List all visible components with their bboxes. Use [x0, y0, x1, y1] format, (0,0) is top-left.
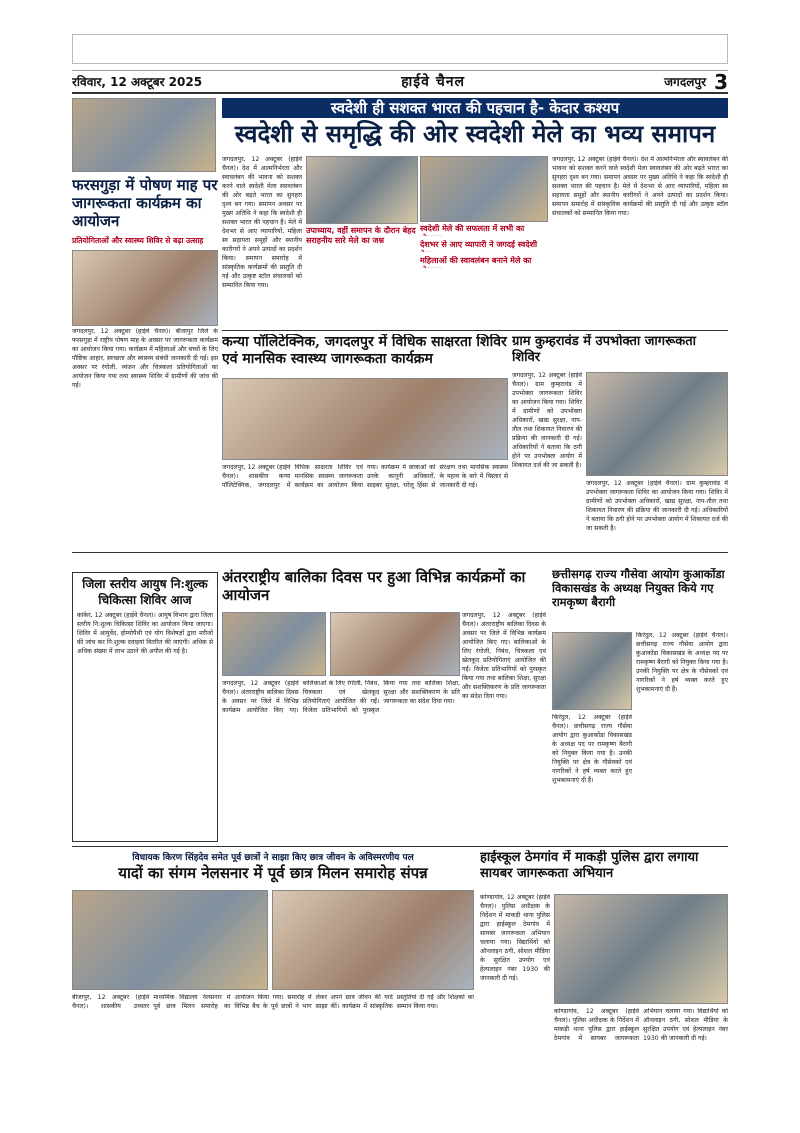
left-box-headline: जिला स्तरीय आयुष नि:शुल्क चिकित्सा शिविर आज [82, 577, 208, 607]
story4-photo-2 [330, 612, 460, 676]
lead-body: जगदलपुर, 12 अक्टूबर (हाईवे चैनल)। देश में आत्मनिर्भरता और स्वावलंबन की भावना को सशक्त करने वाले स्वदेशी मेला स्वावलंबन की ओर बढ़ते भारत का सुनहरा दृश्य बन गया। समापन अवसर पर मुख्य अतिथि ने कहा कि स्वदेशी ही सशक्त भारत की पहचान है। मेले में देशभर से आए व्यापारियों, महिला स्व सहायता समूहों और स्थानीय कारीगरों ने अपने उत्पादों का प्रदर्शन किया। समापन समारोह में सांस्कृतिक कार्यक्रमों की प्रस्तुति दी गई और उत्कृष्ट स्टॉल संचालकों को सम्मानित किया गया। [222, 156, 302, 289]
lead-headline: स्वदेशी से समृद्धि की ओर स्वदेशी मेले का भव्य समापन [234, 120, 716, 148]
story5-body-cont: किरंदुल, 12 अक्टूबर (हाईवे चैनल)। छत्तीसगढ़ राज्य गौसेवा आयोग द्वारा कुआकोंडा विकासखंड के अध्यक्ष पद पर रामकृष्ण बैरागी को नियुक्त किया गया है। उनकी नियुक्ति पर क्षेत्र के गौसेवकों एवं नागरिकों ने हर्ष व्यक्त करते हुए शुभकामनाएं दी हैं। [552, 714, 632, 784]
story4-body-side: जगदलपुर, 12 अक्टूबर (हाईवे चैनल)। अंतरराष्ट्रीय बालिका दिवस के अवसर पर जिले में विभिन्न कार्यक्रम आयोजित किए गए। बालिकाओं के लिए रंगोली, निबंध, चित्रकला एवं खेलकूद प्रतियोगिताएं आयोजित की गईं। विजेता प्रतिभागियों को पुरस्कृत किया गया तथा बालिका शिक्षा, सुरक्षा और सशक्तिकरण के प्रति जागरूकता का संदेश दिया गया। [462, 612, 546, 700]
story6-headline: यादों का संगम नेलसनार में पूर्व छात्र मिलन समारोह संपन्न [118, 864, 428, 882]
story2-photo [222, 378, 508, 460]
lead-body-cont: जगदलपुर, 12 अक्टूबर (हाईवे चैनल)। देश में आत्मनिर्भरता और स्वावलंबन की भावना को सशक्त करने वाले स्वदेशी मेला स्वावलंबन की ओर बढ़ते भारत का सुनहरा दृश्य बन गया। समापन अवसर पर मुख्य अतिथि ने कहा कि स्वदेशी ही सशक्त भारत की पहचान है। मेले में देशभर से आए व्यापारियों, महिला स्व सहायता समूहों और स्थानीय कारीगरों ने अपने उत्पादों का प्रदर्शन किया। समापन समारोह में सांस्कृतिक कार्यक्रमों की प्रस्तुति दी गई और उत्कृष्ट स्टॉल संचालकों को सम्मानित किया गया। [552, 156, 728, 217]
lead-highlight-1: स्वदेशी मेले की सफलता में सभी का [420, 224, 525, 233]
left-top-photo [72, 98, 216, 172]
story7-body: कोण्डागांव, 12 अक्टूबर (हाईवे चैनल)। पुलिस अधीक्षक के निर्देशन में माकड़ी थाना पुलिस द्वारा हाईस्कूल ठेमगांव में सायबर जागरूकता अभियान चलाया गया। विद्यार्थियों को ऑनलाइन ठगी, सोशल मीडिया के सुरक्षित उपयोग एवं हेल्पलाइन नंबर 1930 की जानकारी दी गई। [480, 894, 550, 982]
story3-body: जगदलपुर, 12 अक्टूबर (हाईवे चैनल)। ग्राम कुम्हरावंड में उपभोक्ता जागरूकता शिविर का आयोजन किया गया। शिविर में ग्रामीणों को उपभोक्ता अधिकारों, खाद्य सुरक्षा, नाप-तौल तथा शिकायत निवारण की प्रक्रिया की जानकारी दी गई। अधिकारियों ने बताया कि ठगी होने पर उपभोक्ता आयोग में शिकायत दर्ज की जा सकती है। [512, 372, 582, 469]
lead-highlight-3: महिलाओं की स्वावलंबन बनाने मेले का [420, 256, 532, 265]
story5-headline: छत्तीसगढ़ राज्य गौसेवा आयोग कुआकोंडा विकासखंड के अध्यक्ष नियुक्त किये गए रामकृष्ण बैरागी [552, 568, 725, 609]
edition-city: जगदलपुर [664, 75, 707, 89]
lead-photo-caption: उपाध्याय, वहीं समापन के दौरान बेहद सराहनीय सारे मेले का जश्न [306, 226, 416, 246]
story5-body: किरंदुल, 12 अक्टूबर (हाईवे चैनल)। छत्तीसगढ़ राज्य गौसेवा आयोग द्वारा कुआकोंडा विकासखंड के अध्यक्ष पद पर रामकृष्ण बैरागी को नियुक्त किया गया है। उनकी नियुक्ति पर क्षेत्र के गौसेवकों एवं नागरिकों ने हर्ष व्यक्त करते हुए शुभकामनाएं दी हैं। [636, 632, 728, 693]
story5-portrait [552, 632, 632, 710]
story6-body: बीजापुर, 12 अक्टूबर (हाईवे चैनल)। शासकीय उच्चतर माध्यमिक विद्यालय नेलसनार में पूर्व छात्र मिलन समारोह का आयोजन किया गया। समारोह में विभिन्न बैच के पूर्व छात्रों ने भाग लेकर अपने छात्र जीवन की यादें साझा कीं। कार्यक्रम में सांस्कृतिक प्रस्तुतियां दी गईं और शिक्षकों का सम्मान किया गया। [72, 994, 474, 1010]
lead-highlight-2: देशभर से आए व्यापारी ने जगदई स्वदेशी [420, 240, 538, 249]
story6-photo-1 [72, 890, 268, 990]
story7-photo [554, 894, 728, 1004]
left-top-headline: फरसगुड़ा में पोषण माह पर जागरूकता कार्यक्रम का आयोजन [72, 176, 218, 230]
story3-headline: ग्राम कुम्हरावंड में उपभोक्ता जागरूकता शिविर [512, 334, 696, 365]
story6-photo-2 [272, 890, 474, 990]
left-top-photo-2 [72, 250, 218, 326]
story4-photo-1 [222, 612, 326, 676]
top-strap: स्वदेशी ही सशक्त भारत की पहचान है- केदार कश्यप [222, 98, 728, 118]
left-box [72, 572, 218, 842]
lead-photo-2 [420, 156, 548, 222]
page-number: 3 [714, 70, 728, 94]
left-top-kicker: प्रतियोगिताओं और स्वास्थ्य शिविर से बढ़ा उत्साह [72, 236, 204, 245]
story6-kicker: विधायक किरण सिंहदेव समेत पूर्व छात्रों ने साझा किए छात्र जीवन के अविस्मरणीय पल [132, 853, 414, 862]
story3-photo [586, 372, 728, 476]
left-box-body: कांकेर, 12 अक्टूबर (हाईवे चैनल)। आयुष विभाग द्वारा जिला स्तरीय नि:शुल्क चिकित्सा शिविर का आयोजन किया जाएगा। शिविर में आयुर्वेद, होम्योपैथी एवं योग विशेषज्ञों द्वारा मरीजों की जांच कर नि:शुल्क दवाइयां वितरित की जाएंगी। अधिक से अधिक संख्या में लाभ उठाने की अपील की गई है। [77, 612, 213, 656]
newspaper-brand: हाईवे चैनल [401, 74, 465, 90]
divider [222, 330, 728, 331]
story7-headline: हाईस्कूल ठेमगांव में माकड़ी पुलिस द्वारा लगाया सायबर जागरूकता अभियान [480, 850, 699, 881]
left-top-body: जगदलपुर, 12 अक्टूबर (हाईवे चैनल)। बीजापुर जिले के फरसगुड़ा में राष्ट्रीय पोषण माह के अवसर पर जागरूकता कार्यक्रम का आयोजन किया गया। कार्यक्रम में महिलाओं और बच्चों के लिए पौष्टिक आहार, स्वच्छता और स्वास्थ्य संबंधी जानकारी दी गई। इस अवसर पर रंगोली, व्यंजन और चित्रकला प्रतियोगिताओं का आयोजन किया गया तथा स्वास्थ्य शिविर में ग्रामीणों की जांच की गई। [72, 328, 218, 389]
issue-date: रविवार, 12 अक्टूबर 2025 [72, 75, 203, 89]
story4-body: जगदलपुर, 12 अक्टूबर (हाईवे चैनल)। अंतरराष्ट्रीय बालिका दिवस के अवसर पर जिले में विभिन्न कार्यक्रम आयोजित किए गए। बालिकाओं के लिए रंगोली, निबंध, चित्रकला एवं खेलकूद प्रतियोगिताएं आयोजित की गईं। विजेता प्रतिभागियों को पुरस्कृत किया गया तथा बालिका शिक्षा, सुरक्षा और सशक्तिकरण के प्रति जागरूकता का संदेश दिया गया। [222, 680, 460, 714]
lead-photo-1 [306, 156, 418, 224]
story2-headline: कन्या पॉलिटेक्निक, जगदलपुर में विधिक साक्षरता शिविर एवं मानसिक स्वास्थ्य जागरूकता कार्यक्रम [222, 334, 507, 367]
story4-headline: अंतरराष्ट्रीय बालिका दिवस पर हुआ विभिन्न कार्यक्रमों का आयोजन [222, 568, 526, 604]
story7-body-cont: कोण्डागांव, 12 अक्टूबर (हाईवे चैनल)। पुलिस अधीक्षक के निर्देशन में माकड़ी थाना पुलिस द्वारा हाईस्कूल ठेमगांव में सायबर जागरूकता अभियान चलाया गया। विद्यार्थियों को ऑनलाइन ठगी, सोशल मीडिया के सुरक्षित उपयोग एवं हेल्पलाइन नंबर 1930 की जानकारी दी गई। [554, 1008, 728, 1042]
story2-body: जगदलपुर, 12 अक्टूबर (हाईवे चैनल)। शासकीय कन्या पॉलिटेक्निक, जगदलपुर में विधिक साक्षरता शिविर एवं मानसिक स्वास्थ्य जागरूकता कार्यक्रम का आयोजन किया गया। कार्यक्रम में छात्राओं को उनके कानूनी अधिकारों, साइबर सुरक्षा, घरेलू हिंसा से संरक्षण तथा मानसिक स्वास्थ्य के महत्व के बारे में विस्तार से जानकारी दी गई। [222, 464, 508, 489]
masthead [72, 70, 728, 94]
divider [72, 846, 728, 847]
divider [72, 552, 728, 553]
top-blank-banner [72, 34, 728, 64]
story3-body-cont: जगदलपुर, 12 अक्टूबर (हाईवे चैनल)। ग्राम कुम्हरावंड में उपभोक्ता जागरूकता शिविर का आयोजन किया गया। शिविर में ग्रामीणों को उपभोक्ता अधिकारों, खाद्य सुरक्षा, नाप-तौल तथा शिकायत निवारण की प्रक्रिया की जानकारी दी गई। अधिकारियों ने बताया कि ठगी होने पर उपभोक्ता आयोग में शिकायत दर्ज की जा सकती है। [586, 480, 728, 532]
